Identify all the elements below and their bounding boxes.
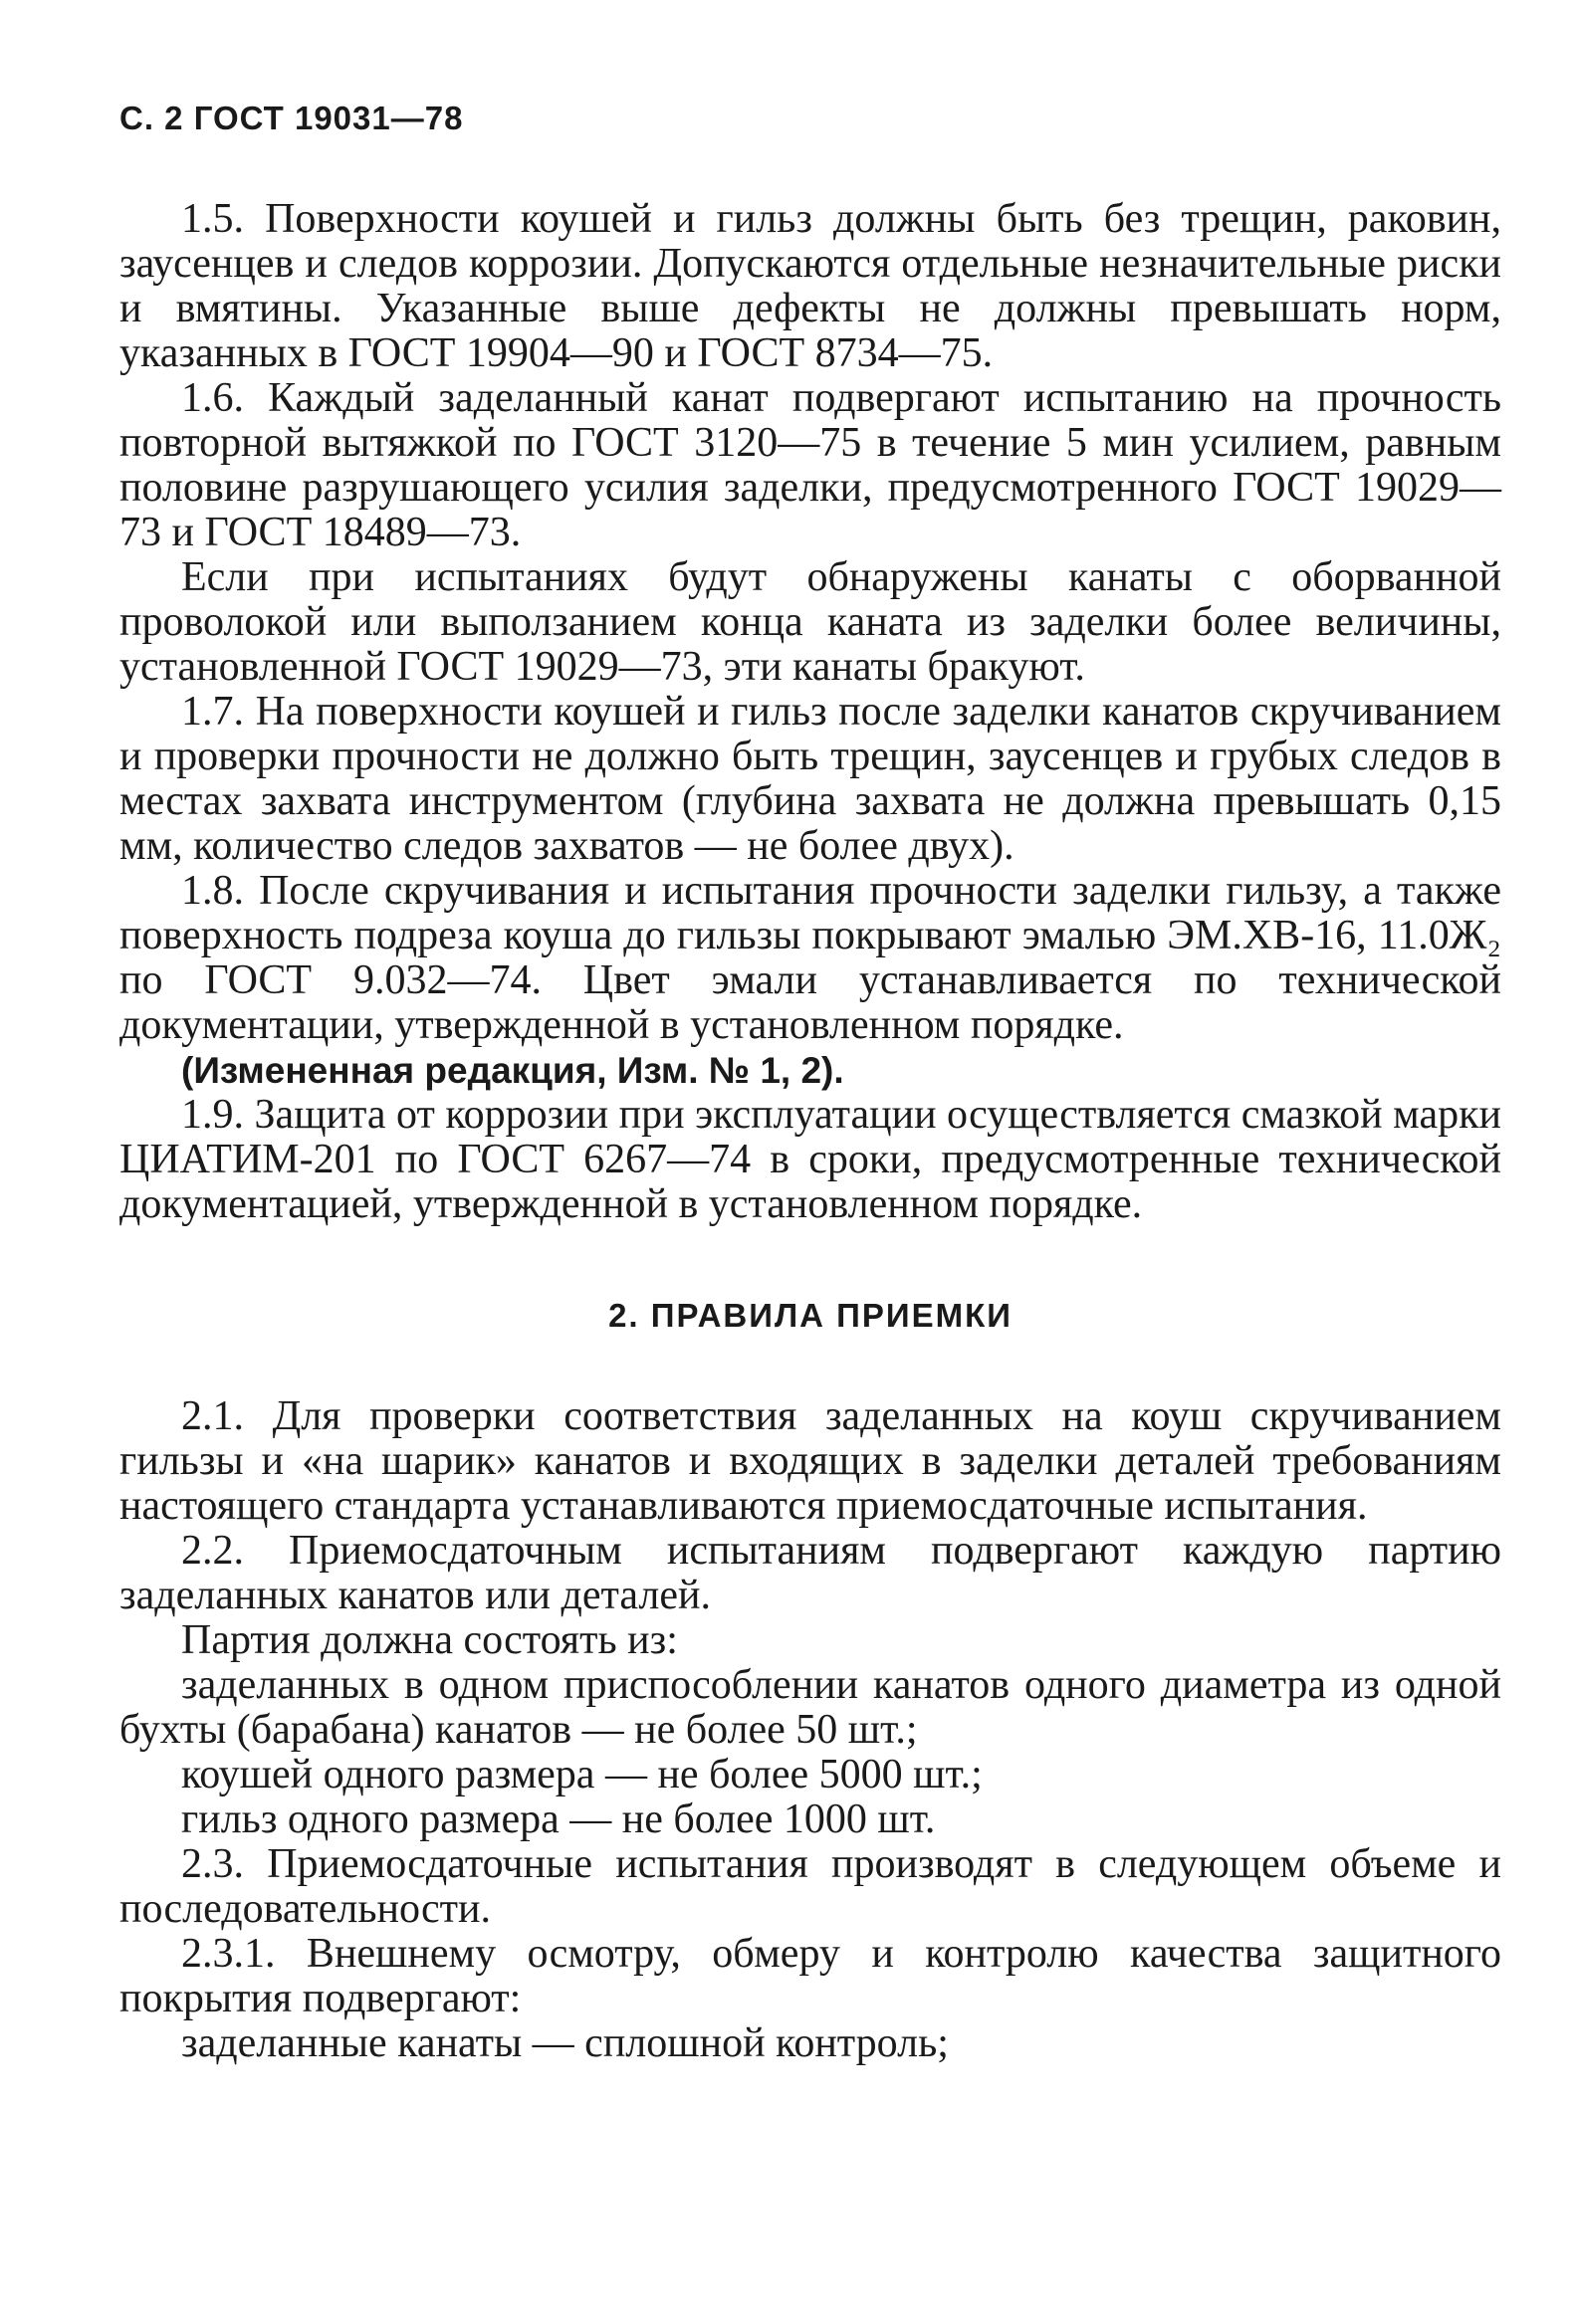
paragraph-1-5: 1.5. Поверхности коушей и гильз должны быть без трещин, раковин, заусенцев и следов коррозии. Допускаются отдельные незначительные риски и вмятины. Указанные выше дефекты не должны превышать норм, указанных в ГОСТ 19904—90 и ГОСТ 8734—75. bbox=[119, 196, 1501, 376]
paragraph-2-2-batch: Партия должна состоять из: bbox=[181, 1617, 678, 1663]
paragraph-2-3: 2.3. Приемосдаточные испытания производят в следующем объеме и последовательности. bbox=[119, 1841, 1501, 1932]
paragraph-2-2-sleeves: гильз одного размера — не более 1000 шт. bbox=[181, 1796, 936, 1842]
paragraph-2-1: 2.1. Для проверки соответствия заделанных на коуш скручиванием гильзы и «на шарик» канатов и входящих в заделки деталей требованиям настоящего стандарта устанавливаются приемосдаточные испытания. bbox=[119, 1393, 1501, 1529]
paragraph-1-8: 1.8. После скручивания и испытания прочности заделки гильзу, а также поверхность подреза коуша до гильзы покрывают эмалью ЭМ.ХВ-16, 11.0Ж₂ по ГОСТ 9.032—74. Цвет эмали устанавливается по технической документации, утвержденной в установленном порядке. bbox=[119, 868, 1501, 1048]
paragraph-2-2: 2.2. Приемосдаточным испытаниям подвергают каждую партию заделанных канатов или деталей. bbox=[119, 1528, 1501, 1618]
document-body bbox=[119, 197, 1501, 2066]
paragraph-2-3-1-ropes: заделанные канаты — сплошной контроль; bbox=[181, 2020, 949, 2066]
page-header: С. 2 ГОСТ 19031—78 bbox=[119, 100, 464, 136]
paragraph-2-3-1: 2.3.1. Внешнему осмотру, обмеру и контролю качества защитного покрытия подвергают: bbox=[119, 1931, 1501, 2021]
paragraph-1-7: 1.7. На поверхности коушей и гильз после заделки канатов скручиванием и проверки прочности не должно быть трещин, заусенцев и грубых следов в местах захвата инструментом (глубина захвата не должна превышать 0,15 мм, количество следов захватов — не более двух). bbox=[119, 689, 1501, 869]
amendment-note: (Измененная редакция, Изм. № 1, 2). bbox=[181, 1050, 844, 1091]
paragraph-2-2-thimbles: коушей одного размера — не более 5000 шт.; bbox=[181, 1752, 983, 1797]
section-2-title: 2. ПРАВИЛА ПРИЕМКИ bbox=[608, 1297, 1013, 1334]
paragraph-1-6-continuation: Если при испытаниях будут обнаружены канаты с оборванной проволокой или выползанием конца каната из заделки более величины, установленной ГОСТ 19029—73, эти канаты бракуют. bbox=[119, 554, 1501, 690]
paragraph-1-9: 1.9. Защита от коррозии при эксплуатации осуществляется смазкой марки ЦИАТИМ-201 по ГОСТ 6267—74 в сроки, предусмотренные технической документацией, утвержденной в установленном порядке. bbox=[119, 1092, 1501, 1227]
paragraph-2-2-ropes: заделанных в одном приспособлении канатов одного диаметра из одной бухты (барабана) канатов — не более 50 шт.; bbox=[119, 1662, 1501, 1753]
paragraph-1-6: 1.6. Каждый заделанный канат подвергают испытанию на прочность повторной вытяжкой по ГОСТ 3120—75 в течение 5 мин усилием, равным половине разрушающего усилия заделки, предусмотренного ГОСТ 19029—73 и ГОСТ 18489—73. bbox=[119, 375, 1501, 555]
